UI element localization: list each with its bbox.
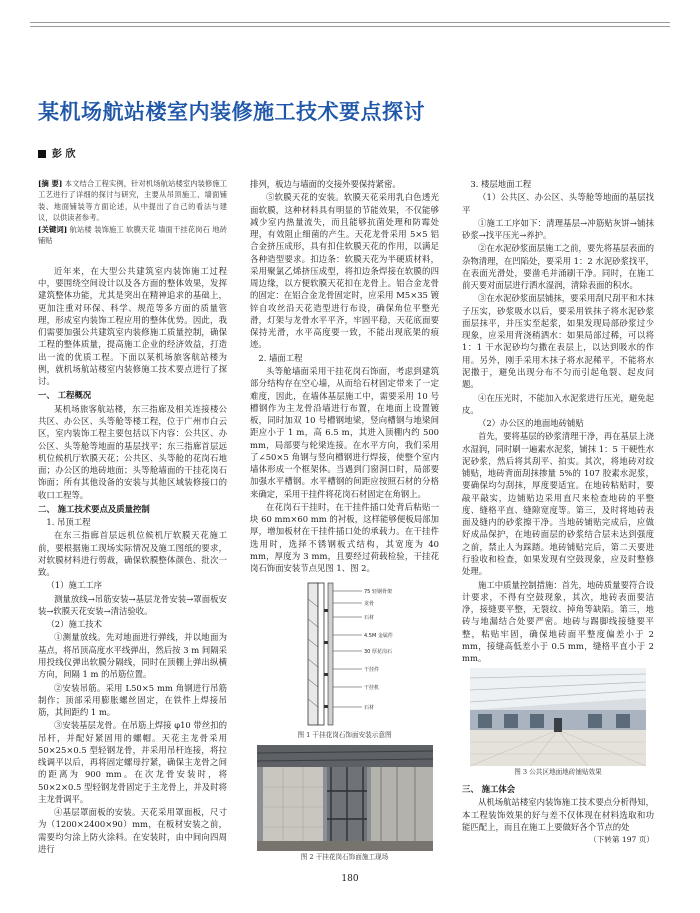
heading-wall: 2. 墙面工程 bbox=[258, 352, 303, 363]
intro-paragraph: 近年来，在大型公共建筑室内装饰施工过程中，要围绕空间设计以及各方面的整体效果，发挥建筑整体功能，尤其是突出在精神追求的基础上，更加注重对环保、科学、规范等多方面的质量管理，形成室内装饰工程应用的整体优势。因此，我们需要加强公共建筑室内装修施工质量控制，确保工程的整体质量，提高施工企业的经济效益，打造出一流的优质工程。下面以某机场旅客航站楼为例，就机场航站楼室内装修施工技术要点进行了探讨。 bbox=[38, 265, 227, 387]
fig1-label-5: 干挂件 bbox=[363, 666, 379, 673]
wall-paragraph: 头等舱墙面采用干挂花岗石饰面，考虑到建筑部分结构存在空心墙，从而给石材固定带来了一定难度，因此，在墙体基层施工中，需要采用 10 号槽钢作为主龙骨沿墙进行布置，在地面上设置镀板，同时加双 10 号槽钢地梁，竖向槽钢与地梁间距应小于 1 m，高 6.5 m，其进入顶棚内约 500 mm，局部要与轮梁连接。在水平方向，我们采用了∠50×5 角钢与竖向槽钢进行焊接，使整个室内墙体形成一个框架体。当遇到门窗洞口时，局部要加强水平槽钢。水平槽钢的间距应按照石材的分格来确定，采用干挂件将花岗石材固定在角钢上。 bbox=[250, 365, 439, 499]
method-paragraph: ①测量放线。先对地面进行弹线，并以地面为基点，将吊顶高度水平线弹出，然后按 3 m 间隔采用投线仪弹出软膜分隔线，同时在顶棚上弹出纵横方向，间隔 1 m 的吊筋位置。 bbox=[38, 632, 227, 680]
heading-proc: （1）施工工序 bbox=[46, 580, 102, 591]
abstract: [摘 要] 本文结合工程实例，针对机场航站楼室内装修施工工艺进行了详细的探讨与研究，主要从吊顶施工、墙面铺装、地面铺装等方面论述，从中提出了自己的看法与建议，以供读者参考。 bbox=[38, 179, 228, 222]
section-drawing bbox=[270, 579, 420, 729]
steel-keel bbox=[318, 583, 324, 725]
granite-panel bbox=[328, 583, 333, 725]
overview-paragraph: 某机场旅客航站楼，东三指廊及相关连接楼公共区、办公区、头等舱等楼工程，位于广州市白云区，室内装饰工程主要包括以下内容：公共区、办公区、头等舱等地面的基层找平；东三指廊首层远机位候机厅软膜天花；公共区、头等舱的花岗石地面；办公区的地砖地面；头等舱墙面的干挂花岗石饰面；所有其他设备的安装与其他区域装修接口的收口工程等。 bbox=[38, 403, 227, 500]
header-rule-top bbox=[30, 22, 670, 23]
figure-2-photo bbox=[257, 745, 433, 851]
heading-ceiling: 1. 吊顶工程 bbox=[46, 517, 91, 528]
column-1 bbox=[38, 178, 227, 856]
fig1-label-1: 龙骨 bbox=[363, 600, 374, 607]
figure-1-caption: 图 1 干挂花岗石饰面安装示意图 bbox=[297, 730, 392, 739]
cement-paragraph: ②在水泥砂浆面层施工之前，要先将基层表面的杂物清理，在凹陷处，要采用 1：2 水泥砂浆找平，在表面光滑处，要凿毛并涌刷干净。同时，在施工前天要对面层进行洒水湿润，清除表面的积水。 bbox=[462, 243, 654, 291]
heading-method: （2）施工技术 bbox=[46, 619, 102, 630]
article-author: 彭 欣 bbox=[38, 145, 75, 160]
continued-line: 排列，板边与墙面的交接外要保持紧密。 bbox=[250, 179, 401, 189]
fig1-label-6: 干挂机 bbox=[363, 684, 379, 691]
fig1-label-0: 75 轻钢骨架 bbox=[363, 588, 392, 595]
heading-tech: 二、 施工技术要点及质量控制 bbox=[38, 503, 150, 514]
floor-intro: （1）公共区、办公区、头等舱等地面的基层找平 bbox=[462, 192, 654, 215]
wall-body bbox=[308, 583, 318, 725]
heading-floor: 3. 楼层地面工程 bbox=[470, 179, 532, 189]
heading-conclusion: 三、 施工体会 bbox=[462, 783, 516, 794]
fig1-label-2: 石材 bbox=[363, 614, 374, 621]
cement-paragraph-3: ④在压光时，不能加入水泥浆进行压光，避免起皮。 bbox=[462, 392, 654, 415]
heading-overview: 一、 工程概况 bbox=[38, 390, 92, 401]
figure-1 bbox=[270, 579, 420, 729]
page-number: 180 bbox=[341, 874, 359, 884]
author-square-icon bbox=[38, 150, 46, 158]
floor-proc: ①施工工序如下：清理基层→冲筋贴灰饼→铺抹砂浆→找平压光→养护。 bbox=[462, 217, 654, 241]
fig1-label-4: 30 厚花岗石 bbox=[363, 648, 392, 655]
fig1-label-3: 4.5M 金属件 bbox=[363, 632, 393, 639]
cement-paragraph-2: ③在水泥砂浆面层铺抹，要采用刮尺刮平和木抹子压实，砂浆吸水以后，要采用铁抹子将水泥砂浆面层抹平，并压实至起浆，如果发现局部砂浆过少现象，应采用背浇稍洒水：如果局部过稀，可以将 1：1 干水泥砂均匀撒在表层上，以达到吸水的作用。另外，刚手采用木抹子将水泥稀平，不能将水泥撒于，避免出现分布不匀而引起龟裂、起皮问题。 bbox=[462, 293, 654, 390]
terminal-floor-photo bbox=[470, 668, 646, 766]
article-title: 某机场航站楼室内装修施工技术要点探讨 bbox=[38, 100, 425, 124]
figure-2-caption: 图 2 干挂花岗石饰面施工现场 bbox=[300, 853, 389, 862]
heading-tile: （2）办公区的地面地砖铺贴 bbox=[477, 418, 584, 429]
construction-site-photo bbox=[257, 745, 433, 851]
tile-paragraph: 首先，要将基层的砂浆清理干净，再在基层上浇水湿润，同时刷一遍素水泥浆，铺抹 1：5 干硬性水泥砂浆，然后将其刮平、拍实。其次，将地砖对纹铺贴，地砖背面刮抹掺量 5%的 107 胶素水泥浆，要确保均匀刮抹，厚度要适宜。在地砖粘贴时，要敲平敲实，边铺贴边采用直尺来检查地砖的平整度、缝格平直、缝隙宽度等。第三，及时将地砖表面及缝内的砂浆擦干净。当地砖铺贴完成后，应做好成品保护，在地砖面层的砂浆结合层未达到强度之前，禁止人为踩踏。地砖铺贴完后，第二天要进行验收和检查，如果发现有空鼓现象，应及时整修处理。 bbox=[462, 431, 654, 577]
continued-note: （下转第 197 页） bbox=[589, 835, 654, 845]
proc-paragraph: 测量放线→吊筋安装→基层龙骨安装→罩面板安装→软膜天花安装→清洁验收。 bbox=[38, 593, 227, 616]
column-3 bbox=[462, 178, 654, 846]
ceiling-intro: 在东三指廊首层远机位候机厅软膜天花施工前，要根据施工现场实际情况及施工图纸的要求，对软膜材料进行剪裁，确保软膜整体颜色、批次一致。 bbox=[38, 530, 227, 578]
figure-3-photo bbox=[470, 668, 646, 766]
keywords: [关键词] 航站楼 装饰施工 软膜天花 墙面干挂花岗石 地砖铺贴 bbox=[38, 225, 228, 246]
softfilm-paragraph: ⑤软膜天花的安装。软膜天花采用乳白色透光面软膜，这种材料具有明显的节能效果，不仅能够减少室内热量流失，而且能够抗菌处理和防霉处理，有效阻止细菌的产生。天花龙骨采用 5×5 铝合金挤压成形，具有扣住软膜天花的作用，以满足各种造型要求。扣边条：软膜天花为半硬质材料，采用聚氯乙烯挤压成型，将扣边条焊接在软膜的四周边缘，以方便软膜天花扣在龙骨上。铝合金龙骨的固定：在铝合金龙骨固定时，应采用 M5×35 镀锌自攻丝沿天花造型进行布设，确保角位平整光滑，灯架与龙骨水平平齐，牢固平稳，天花底面要保持光滑，水平高度要一致，不能出现底架的痕迹。 bbox=[250, 192, 439, 350]
figure-3-caption: 图 3 公共区地面地砖铺贴效果 bbox=[514, 768, 602, 777]
tile-paragraph-2: 施工中质量控制措施：首先，地砖质量要符合设计要求，不得有空鼓现象，其次，地砖表面要洁净，接缝要平整，无裂纹、掉角等缺陷。第三，地砖与地漏结合处要严密。地砖与踢脚线接缝要平整，粘贴牢固，确保地砖面平整度偏差小于 2 mm，接缝高低差小于 0.5 mm，缝格平直小于 2 mm。 bbox=[462, 579, 654, 664]
hanger-paragraph: ②安装吊筋。采用 L50×5 mm 角钢进行吊筋制作；顶部采用膨胀螺丝固定，在铁件上焊接吊筋，其间距约 1 m。 bbox=[38, 682, 227, 718]
fig1-label-7: 石材 bbox=[363, 704, 374, 711]
header-rule-second bbox=[30, 26, 670, 27]
column-2 bbox=[250, 178, 439, 868]
wall-paragraph-2: 在花岗石干挂时，在干挂件插口处背后粘贴一块 60 mm×60 mm 的衬板，这样能够便板局部加厚，增加板材在干挂件插口处的承载力。在干挂件选用时，选择不锈钢板式结构，其宽度为 40 mm，厚度为 3 mm，且要经过荷载检验，干挂花岗石饰面安装节点见图 1、图 2。 bbox=[250, 501, 439, 574]
keel-paragraph: ③安装基层龙骨。在吊筋上焊接 φ10 带丝扣的吊杆，并配好紧固用的螺帽。天花主龙骨采用 50×25×0.5 型轻钢龙骨，并采用吊杆连接，将拉线调平以后，再将固定螺母拧紧，确保主龙骨之间的距离为 900 mm。在次龙骨安装时，将 50×2×0.5 型轻钢龙骨固定于主龙骨上，并及时将主龙骨调平。 bbox=[38, 720, 227, 804]
conclusion-paragraph: 从机场航站楼室内装饰施工技术要点分析得知，本工程装饰效果的好与差不仅体现在材料选取和功能匹配上，而且在施工上要做好各个节点的处 bbox=[462, 797, 654, 832]
panel-paragraph: ④基层罩面板的安装。天花采用罩面板，尺寸为（1200×2400×90）mm，在板材安装之前，需要均匀涂上防火涂料。在安装时，由中间向四周进行 bbox=[38, 807, 227, 854]
